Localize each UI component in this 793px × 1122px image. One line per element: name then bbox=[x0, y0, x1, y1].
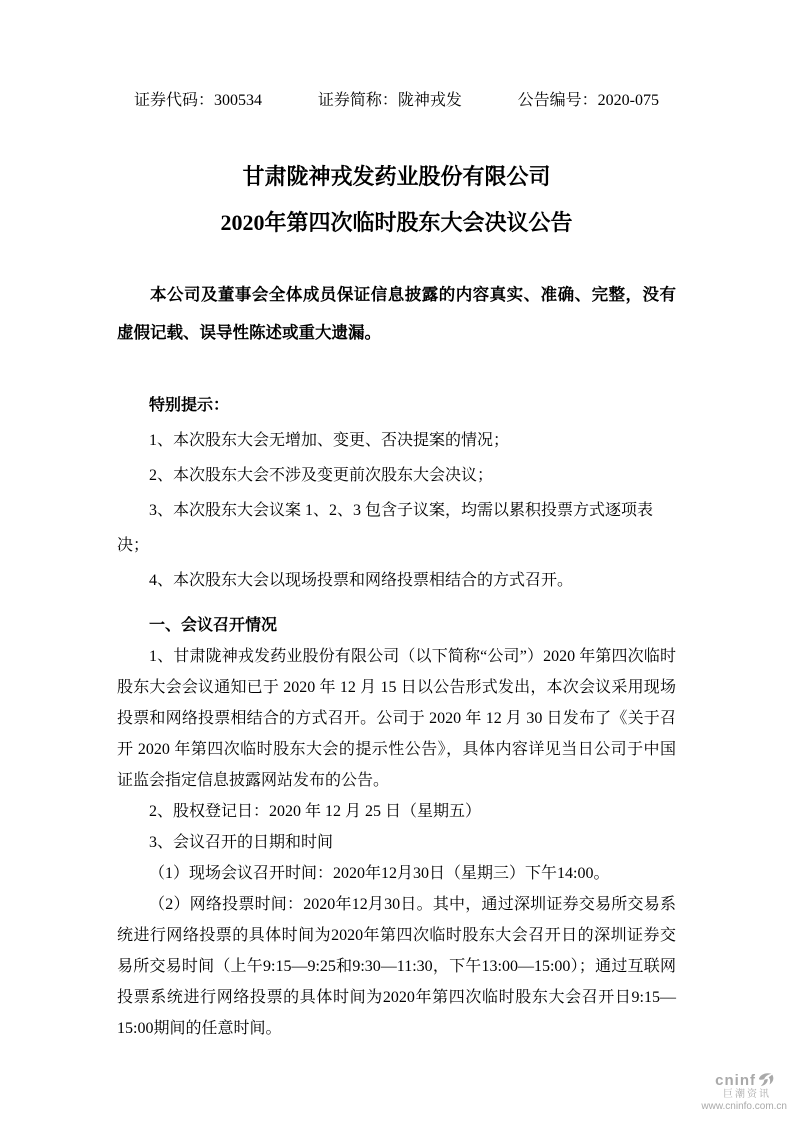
document-header-row bbox=[117, 90, 676, 112]
cninfo-watermark bbox=[701, 1072, 787, 1112]
special-notice-item: 2、本次股东大会不涉及变更前次股东大会决议； bbox=[149, 467, 494, 484]
special-notice-item: 4、本次股东大会以现场投票和网络投票相结合的方式召开。 bbox=[149, 572, 574, 589]
stock-name: 证券简称：陇神戎发 bbox=[317, 92, 462, 109]
cninfo-swirl-icon bbox=[756, 1072, 775, 1088]
document-title bbox=[117, 154, 676, 246]
section-paragraph: 2、股权登记日：2020 年 12 月 25 日（星期五） bbox=[149, 803, 482, 820]
document-title-line2: 2020年第四次临时股东大会决议公告 bbox=[220, 210, 573, 235]
cninfo-logo-text: cninf bbox=[715, 1071, 756, 1089]
document-title-line1: 甘肃陇神戎发药业股份有限公司 bbox=[242, 164, 551, 189]
announcement-number: 公告编号：2020-075 bbox=[517, 92, 659, 109]
section-paragraph: 1、甘肃陇神戎发药业股份有限公司（以下简称“公司”）2020 年第四次临时股东大会会议通知已于 2020 年 12 月 15 日以公告形式发出，本次会议采用现场投票和网络投票相结合的方式召开。公司于 2020 年 12 月 30 日发布了《关于召开 2020 年第四次临时股东大会的提示性公告》，具体内容详见当日公司于中国证监会指定信息披露网站发布的公告。 bbox=[117, 648, 676, 789]
meeting-convening-section bbox=[117, 610, 676, 1044]
section-paragraph: 3、会议召开的日期和时间 bbox=[149, 834, 334, 851]
section-heading: 一、会议召开情况 bbox=[149, 617, 278, 634]
section-paragraph: （1）现场会议召开时间：2020年12月30日（星期三）下午14:00。 bbox=[149, 865, 610, 882]
stock-code: 证券代码：300534 bbox=[134, 92, 263, 109]
cninfo-url: www.cninfo.com.cn bbox=[701, 1100, 787, 1112]
declaration-paragraph: 本公司及董事会全体成员保证信息披露的内容真实、准确、完整，没有虚假记载、误导性陈述或重大遗漏。 bbox=[117, 285, 676, 342]
cninfo-chinese-name: 巨潮资讯 bbox=[723, 1089, 771, 1100]
special-notice-item: 1、本次股东大会无增加、变更、否决提案的情况； bbox=[149, 432, 510, 449]
cninfo-logo bbox=[701, 1072, 775, 1089]
special-notice-item: 3、本次股东大会议案 1、2、3 包含子议案，均需以累积投票方式逐项表决； bbox=[117, 502, 654, 554]
special-notice-heading: 特别提示： bbox=[149, 397, 230, 414]
special-notice-section bbox=[117, 388, 676, 598]
section-paragraph: （2）网络投票时间：2020年12月30日。其中，通过深圳证券交易所交易系统进行网络投票的具体时间为2020年第四次临时股东大会召开日的深圳证券交易所交易时间（上午9:15—9:25和9:30—11:30，下午13:00—15:00）；通过互联网投票系统进行网络投票的具体时间为2020年第四次临时股东大会召开日9:15—15:00期间的任意时间。 bbox=[117, 896, 676, 1037]
